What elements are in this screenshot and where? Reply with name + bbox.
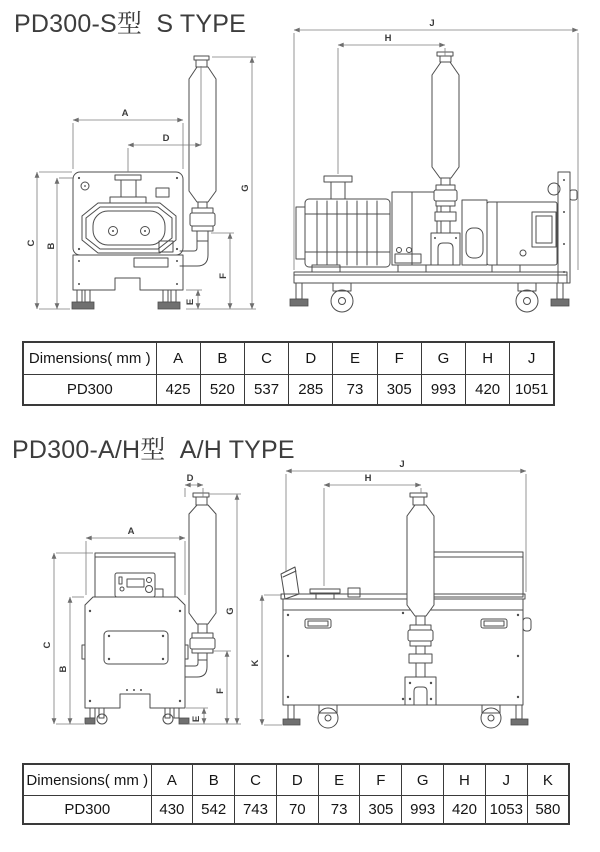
header-b: B — [200, 342, 244, 375]
header-g: G — [421, 342, 465, 375]
header-dimensions: Dimensions( mm ) — [23, 342, 156, 375]
header-dimensions: Dimensions( mm ) — [23, 764, 151, 796]
value-f: 305 — [360, 796, 402, 825]
ah-type-end-view — [82, 493, 216, 724]
value-c: 743 — [235, 796, 277, 825]
header-j: J — [510, 342, 554, 375]
dim-label-d: D — [162, 133, 170, 144]
header-f: F — [360, 764, 402, 796]
s-type-side-silencer — [431, 52, 460, 265]
ah-type-side-view — [281, 493, 531, 728]
dim-label-f: F — [215, 688, 226, 694]
value-d: 70 — [276, 796, 318, 825]
s-type-front-view — [72, 56, 216, 309]
dim-label-b: B — [58, 665, 69, 673]
header-d: D — [276, 764, 318, 796]
table-header-row — [23, 764, 569, 796]
ah-type-drawing — [0, 453, 600, 748]
dim-label-a: A — [121, 108, 129, 119]
ah-type-side-dimensions — [250, 459, 526, 725]
model-label: PD300 — [23, 375, 156, 406]
dim-label-e: E — [191, 715, 202, 723]
ah-type-title: PD300-A/H型 A/H TYPE — [12, 436, 295, 464]
value-g: 993 — [421, 375, 465, 406]
header-a: A — [156, 342, 200, 375]
dim-label-g: G — [240, 184, 251, 192]
value-b: 520 — [200, 375, 244, 406]
value-g: 993 — [402, 796, 444, 825]
header-k: K — [527, 764, 569, 796]
s-type-front-silencer — [189, 56, 216, 241]
s-type-drawing — [0, 0, 600, 330]
header-c: C — [235, 764, 277, 796]
dim-label-f: F — [218, 273, 229, 279]
table-value-row — [23, 375, 554, 406]
value-b: 542 — [193, 796, 235, 825]
dim-label-j: J — [399, 459, 405, 470]
ah-type-dimensions-table — [22, 763, 570, 825]
model-label: PD300 — [23, 796, 151, 825]
header-h: H — [444, 764, 486, 796]
ah-type-side-silencer — [405, 493, 436, 705]
s-type-side-view — [290, 52, 577, 312]
header-d: D — [289, 342, 333, 375]
dim-label-h: H — [364, 473, 372, 484]
header-e: E — [318, 764, 360, 796]
value-d: 285 — [289, 375, 333, 406]
dim-label-h: H — [384, 33, 392, 44]
header-b: B — [193, 764, 235, 796]
dim-label-g: G — [225, 607, 236, 615]
value-e: 73 — [318, 796, 360, 825]
dim-label-d: D — [186, 473, 194, 484]
dim-label-c: C — [42, 641, 53, 649]
header-j: J — [485, 764, 527, 796]
value-k: 580 — [527, 796, 569, 825]
dim-label-c: C — [26, 239, 37, 247]
value-j: 1051 — [510, 375, 554, 406]
s-type-dimensions-table — [22, 341, 555, 406]
table-value-row — [23, 796, 569, 825]
s-type-title: PD300-S型 S TYPE — [14, 10, 246, 38]
header-h: H — [466, 342, 510, 375]
dim-label-k: K — [250, 659, 261, 667]
value-a: 425 — [156, 375, 200, 406]
value-a: 430 — [151, 796, 193, 825]
header-f: F — [377, 342, 421, 375]
ah-type-end-silencer — [185, 493, 216, 677]
value-e: 73 — [333, 375, 377, 406]
dim-label-b: B — [46, 242, 57, 250]
dim-label-e: E — [185, 298, 196, 306]
header-e: E — [333, 342, 377, 375]
value-c: 537 — [244, 375, 288, 406]
value-h: 420 — [466, 375, 510, 406]
header-a: A — [151, 764, 193, 796]
s-type-front-dimensions — [26, 57, 256, 309]
value-h: 420 — [444, 796, 486, 825]
value-j: 1053 — [485, 796, 527, 825]
dim-label-j: J — [429, 18, 435, 29]
dim-label-a: A — [127, 526, 135, 537]
header-g: G — [402, 764, 444, 796]
table-header-row — [23, 342, 554, 375]
header-c: C — [244, 342, 288, 375]
value-f: 305 — [377, 375, 421, 406]
